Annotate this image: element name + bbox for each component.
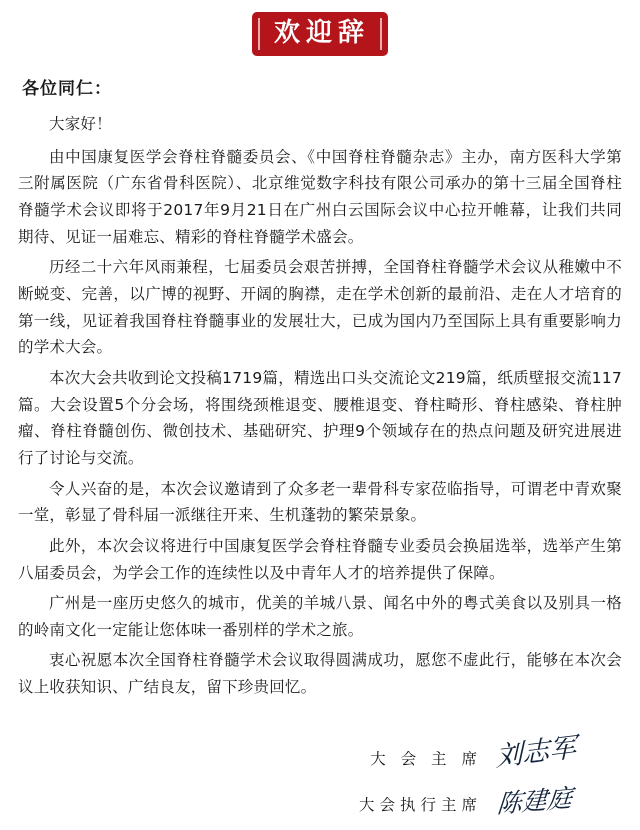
body-paragraph-7: 衷心祝愿本次全国脊柱脊髓学术会议取得圆满成功，愿您不虚此行，能够在本次会议上收获知识、广结良友，留下珍贵回忆。 — [18, 651, 622, 697]
body-paragraph-3: 本次大会共收到论文投稿1719篇，精选出口头交流论文219篇，纸质壁报交流117篇。大会设置5个分会场，将围绕颈椎退变、腰椎退变、脊柱畸形、脊柱感染、脊柱肿瘤、脊柱脊髓创伤、微创技术、基础研究、护理9个领域存在的热点问题及研究进展进行了讨论与交流。 — [18, 368, 622, 467]
greeting-paragraph: 大家好！ — [49, 115, 112, 133]
signature-row-chair — [18, 727, 608, 773]
body-paragraph-4: 令人兴奋的是，本次会议邀请到了众多老一辈骨科专家莅临指导，可谓老中青欢聚一堂，彰显了骨科届一派继往开来、生机蓬勃的繁荣景象。 — [18, 479, 622, 525]
signature-handwriting-chair: 刘志军 — [495, 731, 577, 773]
seal-banner — [18, 0, 622, 60]
body-paragraph-5: 此外，本次会议将进行中国康复医学会脊柱脊髓专业委员会换届选举，选举产生第八届委员会，为学会工作的连续性以及中青年人才的培养提供了保障。 — [18, 536, 622, 582]
signature-row-executive-chair — [18, 773, 608, 819]
signature-handwriting-executive-chair: 陈建庭 — [496, 782, 574, 819]
body-paragraph-6: 广州是一座历史悠久的城市，优美的羊城八景、闻名中外的粤式美食以及别具一格的岭南文化一定能让您体味一番别样的学术之旅。 — [18, 594, 622, 639]
body-paragraph-2: 历经二十六年风雨兼程，七届委员会艰苦拼搏，全国脊柱脊髓学术会议从稚嫩中不断蜕变、完善，以广博的视野、开阔的胸襟，走在学术创新的最前沿、走在人才培育的第一线，见证着我国脊柱脊髓事业的发展壮大，已成为国内乃至国际上具有重要影响力的学术大会。 — [18, 258, 622, 357]
welcome-seal: 欢迎辞 — [254, 14, 386, 54]
signature-label-executive-chair: 大会执行主席 — [358, 795, 482, 814]
body-paragraph-1: 由中国康复医学会脊柱脊髓委员会、《中国脊柱脊髓杂志》主办，南方医科大学第三附属医院（广东省骨科医院）、北京维觉数字科技有限公司承办的第十三届全国脊柱脊髓学术会议即将于2017年9月21日在广州白云国际会议中心拉开帷幕，让我们共同期待、见证一届难忘、精彩的脊柱脊髓学术盛会。 — [18, 147, 622, 246]
salutation: 各位同仁： — [22, 79, 112, 99]
signature-label-chair: 大 会 主 席 — [370, 749, 482, 768]
signature-block — [18, 727, 622, 819]
